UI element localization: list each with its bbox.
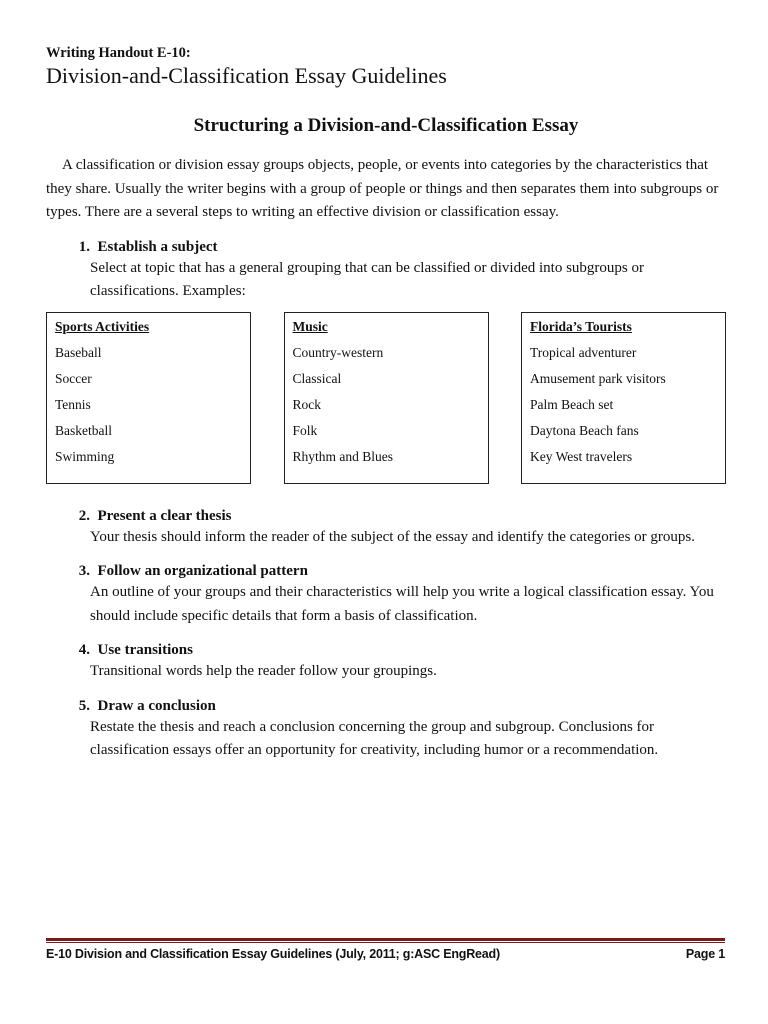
example-box-music	[284, 312, 489, 484]
intro-paragraph: A classification or division essay groups objects, people, or events into categories by the characteristics that they share. Usually the writer begins with a group of people or things and then separates them into subgroups or types. There are a several steps to writing an effective division or classification essay.	[46, 157, 719, 220]
example-item: Classical	[292, 370, 342, 386]
footer-rule	[46, 938, 725, 941]
step-title: Draw a conclusion	[97, 697, 216, 714]
example-box-heading: Florida’s Tourists	[530, 318, 632, 334]
example-box-tourists	[521, 312, 726, 484]
example-box-heading: Music	[292, 318, 328, 334]
step-number: 3.	[78, 563, 90, 579]
examples-boxes	[46, 312, 726, 484]
example-item: Tropical adventurer	[530, 344, 637, 360]
section-title: Structuring a Division-and-Classification Essay	[193, 115, 579, 136]
example-item: Amusement park visitors	[530, 370, 666, 386]
step-3	[46, 561, 726, 628]
step-title: Follow an organizational pattern	[97, 563, 308, 579]
document-page	[46, 44, 726, 763]
step-heading	[46, 237, 726, 257]
example-item: Daytona Beach fans	[530, 423, 639, 439]
step-4	[46, 640, 726, 684]
page-footer	[46, 938, 725, 961]
step-number: 2.	[78, 507, 90, 524]
step-heading	[46, 696, 726, 716]
footer-text	[46, 947, 725, 961]
step-title: Present a clear thesis	[97, 507, 232, 524]
step-body: Transitional words help the reader follow your groupings.	[90, 663, 437, 679]
example-item: Folk	[292, 423, 318, 439]
document-title: Division-and-Classification Essay Guidelines	[46, 63, 447, 88]
step-body: Restate the thesis and reach a conclusion concerning the group and subgroup. Conclusions for classification essays offer an opportunity for creativity, including humor or a recommendation.	[90, 718, 659, 758]
example-item: Tennis	[55, 396, 91, 412]
example-item: Swimming	[55, 449, 115, 465]
example-item: Country-western	[292, 344, 384, 360]
step-body: Select at topic that has a general grouping that can be classified or divided into subgroups or classifications. Examples:	[90, 259, 645, 299]
footer-rule-thin	[46, 942, 725, 943]
step-body: An outline of your groups and their characteristics will help you write a logical classification essay. You should include specific details that form a basis of classification.	[90, 584, 714, 624]
step-heading	[46, 506, 726, 526]
example-item: Palm Beach set	[530, 396, 614, 412]
step-1	[46, 237, 726, 304]
step-number: 5.	[78, 697, 90, 714]
step-number: 1.	[78, 238, 90, 255]
handout-label: Writing Handout E-10:	[46, 45, 191, 61]
example-box-heading: Sports Activities	[55, 318, 150, 334]
step-2	[46, 506, 726, 550]
example-item: Rhythm and Blues	[292, 449, 393, 465]
step-5	[46, 696, 726, 763]
example-box-sports	[46, 312, 251, 484]
footer-document-info: E-10 Division and Classification Essay Guidelines (July, 2011; g:ASC EngRead)	[46, 947, 500, 961]
step-heading	[46, 640, 726, 660]
example-item: Basketball	[55, 423, 112, 439]
step-number: 4.	[78, 642, 90, 658]
step-heading	[46, 561, 726, 581]
example-item: Soccer	[55, 370, 92, 386]
example-item: Key West travelers	[530, 449, 633, 465]
step-title: Use transitions	[97, 642, 193, 658]
example-item: Rock	[292, 396, 321, 412]
step-body: Your thesis should inform the reader of the subject of the essay and identify the categories or groups.	[90, 528, 695, 545]
footer-page-number: Page 1	[685, 947, 725, 961]
example-item: Baseball	[55, 344, 102, 360]
step-title: Establish a subject	[97, 238, 218, 255]
